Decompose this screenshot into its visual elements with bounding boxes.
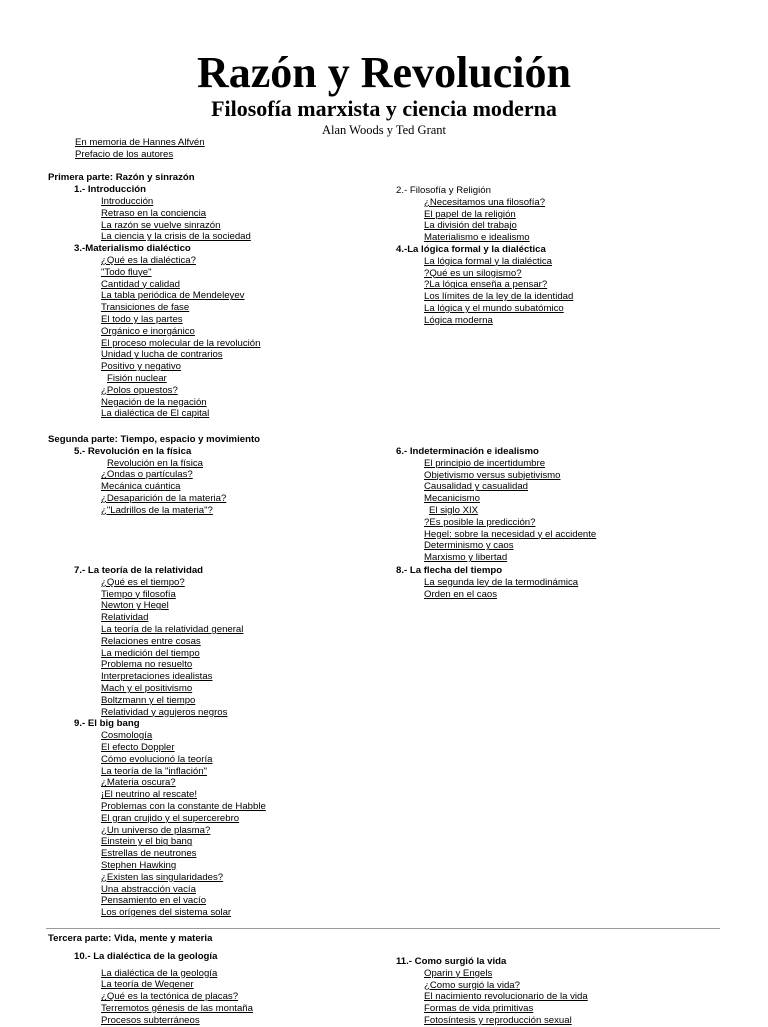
toc-link[interactable]: Procesos subterráneos [101, 1014, 200, 1026]
toc-link[interactable]: El gran crujido y el supercerebro [101, 812, 240, 824]
chapter-heading: 6.- Indeterminación e idealismo [396, 446, 539, 457]
toc-link[interactable]: La dialéctica de la geología [101, 967, 218, 979]
toc-link[interactable]: ¿Polos opuestos? [101, 384, 178, 396]
toc-link[interactable]: Boltzmann y el tiempo [101, 694, 196, 706]
toc-link[interactable]: Tiempo y filosofía [101, 588, 176, 600]
toc-link[interactable]: ¿Qué es el tiempo? [101, 576, 185, 588]
chapter-heading: 5.- Revolución en la física [74, 445, 192, 457]
toc-link[interactable]: Materialismo e idealismo [424, 232, 530, 244]
toc-link[interactable]: Cómo evolucionó la teoría [101, 753, 213, 765]
toc-link[interactable]: ¿Materia oscura? [101, 777, 176, 789]
toc-link[interactable]: Retraso en la conciencia [101, 207, 207, 219]
toc-link[interactable]: ¿Ondas o partículas? [101, 469, 193, 481]
toc-link[interactable]: ¿Necesitamos una filosofía? [424, 196, 546, 208]
toc-link[interactable]: Marxismo y libertad [424, 552, 508, 564]
toc-link[interactable]: Determinismo y caos [424, 540, 514, 552]
chapter-heading: 11.- Como surgió la vida [396, 956, 507, 967]
toc-link[interactable]: Newton y Hegel [101, 600, 169, 612]
part-heading: Tercera parte: Vida, mente y materia [48, 933, 213, 944]
toc-link[interactable]: La ciencia y la crisis de la sociedad [101, 231, 251, 243]
toc-right-column [396, 185, 573, 327]
toc-link[interactable]: El efecto Doppler [101, 741, 175, 753]
chapter-heading: 7.- La teoría de la relatividad [74, 565, 204, 576]
toc-link[interactable]: Mach y el positivismo [101, 682, 193, 694]
toc-link[interactable]: La dialéctica de El capital [101, 408, 210, 420]
toc-right-column-ch8 [396, 565, 578, 600]
toc-link[interactable]: Relatividad y agujeros negros [101, 706, 228, 718]
toc-link[interactable]: La división del trabajo [424, 220, 517, 232]
document-authors: Alan Woods y Ted Grant [321, 123, 447, 137]
toc-link[interactable]: La teoría de Wegener [101, 979, 194, 991]
toc-link[interactable]: ?Qué es un silogismo? [424, 267, 522, 279]
toc-link[interactable]: Los límites de la ley de la identidad [424, 291, 574, 303]
chapter-heading: 4.-La lógica formal y la dialéctica [396, 243, 546, 255]
toc-link[interactable]: Orgánico e inorgánico [101, 325, 195, 337]
toc-link[interactable]: Positivo y negativo [101, 361, 181, 373]
toc-link[interactable]: Lógica moderna [424, 314, 493, 326]
toc-link[interactable]: ?Es posible la predicción? [424, 516, 536, 528]
toc-link[interactable]: Unidad y lucha de contrarios [101, 349, 223, 361]
toc-link[interactable]: El papel de la religión [424, 208, 516, 220]
toc-link[interactable]: Interpretaciones idealistas [101, 671, 213, 683]
toc-link[interactable]: El principio de incertidumbre [424, 457, 546, 469]
toc-link[interactable]: Fisión nuclear [107, 372, 167, 384]
toc-link[interactable]: La teoría de la relatividad general [101, 623, 244, 635]
toc-link[interactable]: Revolución en la física [107, 457, 203, 469]
toc-link[interactable]: Causalidad y casualidad [424, 481, 528, 493]
chapter-heading: 1.- Introducción [74, 184, 146, 196]
toc-link[interactable]: Cantidad y calidad [101, 278, 180, 290]
toc-left-column-ch7 [46, 565, 266, 919]
toc-left-column-part3 [46, 933, 253, 1027]
toc-left-column-part2 [46, 434, 260, 517]
toc-link[interactable]: ¿Un universo de plasma? [101, 824, 211, 836]
toc-link[interactable]: ¿Como surgió la vida? [424, 979, 520, 991]
toc-link[interactable]: Una abstracción vacía [101, 883, 196, 895]
toc-link[interactable]: El siglo XIX [429, 504, 479, 516]
toc-right-column-ch11 [396, 956, 588, 1027]
toc-link[interactable]: La razón se vuelve sinrazón [101, 219, 221, 231]
toc-link[interactable]: ¿Qué es la tectónica de placas? [101, 991, 239, 1003]
chapter-heading: 9.- El big bang [74, 718, 140, 730]
toc-link[interactable]: Negación de la negación [101, 396, 207, 408]
toc-link[interactable]: Fotosíntesis y reproducción sexual [424, 1014, 572, 1026]
toc-link[interactable]: La segunda ley de la termodinámica [424, 576, 579, 588]
toc-link-prefacio[interactable]: Prefacio de los autores [75, 148, 174, 160]
part-heading: Segunda parte: Tiempo, espacio y movimiento [48, 434, 260, 445]
toc-link[interactable]: El nacimiento revolucionario de la vida [424, 991, 588, 1003]
toc-link[interactable]: ¡El neutrino al rescate! [101, 789, 197, 801]
part-heading: Primera parte: Razón y sinrazón [48, 172, 195, 184]
toc-link[interactable]: Introducción [101, 195, 154, 207]
toc-link[interactable]: Oparin y Engels [424, 967, 493, 979]
toc-link[interactable]: Los orígenes del sistema solar [101, 907, 232, 919]
toc-link[interactable]: ?La lógica enseña a pensar? [424, 279, 548, 291]
section-divider [46, 928, 720, 929]
toc-link[interactable]: Mecanicismo [424, 493, 480, 505]
toc-link[interactable]: Objetivismo versus subjetivismo [424, 469, 561, 481]
toc-link[interactable]: ¿Existen las singularidades? [101, 871, 224, 883]
toc-link[interactable]: Stephen Hawking [101, 859, 177, 871]
toc-link[interactable]: ¿Desaparición de la materia? [101, 492, 227, 504]
toc-link[interactable]: Relatividad [101, 612, 149, 624]
toc-link[interactable]: Transiciones de fase [101, 302, 190, 314]
toc-link[interactable]: Einstein y el big bang [101, 836, 193, 848]
toc-link[interactable]: Orden en el caos [424, 588, 498, 600]
toc-link[interactable]: La lógica y el mundo subatómico [424, 302, 564, 314]
toc-right-column-ch6 [396, 446, 596, 564]
chapter-heading: 3.-Materialismo dialéctico [74, 243, 191, 255]
toc-link[interactable]: Formas de vida primitivas [424, 1003, 534, 1015]
toc-link[interactable]: Problema no resuelto [101, 659, 193, 671]
toc-link[interactable]: La medición del tiempo [101, 647, 200, 659]
toc-link[interactable]: Estrellas de neutrones [101, 848, 197, 860]
toc-link[interactable]: ¿Qué es la dialéctica? [101, 254, 196, 266]
toc-link[interactable]: Problemas con la constante de Habble [101, 800, 266, 812]
toc-link[interactable]: Terremotos génesis de las montaña [101, 1002, 253, 1014]
toc-link[interactable]: Relaciones entre cosas [101, 635, 201, 647]
toc-link[interactable]: El proceso molecular de la revolución [101, 337, 261, 349]
toc-link[interactable]: Hegel: sobre la necesidad y el accidente [424, 528, 597, 540]
toc-left-column [46, 137, 260, 420]
toc-link[interactable]: El todo y las partes [101, 313, 183, 325]
chapter-heading: 2.- Filosofía y Religión [396, 185, 491, 196]
chapter-heading: 8.- La flecha del tiempo [396, 565, 503, 576]
toc-link[interactable]: "Todo fluye" [101, 266, 152, 278]
toc-link[interactable]: La tabla periódica de Mendeleyev [101, 290, 245, 302]
toc-link[interactable]: La lógica formal y la dialéctica [424, 255, 552, 267]
toc-link[interactable]: Pensamiento en el vacío [101, 895, 207, 907]
chapter-heading: 10.- La dialéctica de la geología [74, 950, 218, 962]
document-subtitle: Filosofía marxista y ciencia moderna [211, 96, 557, 121]
toc-link-memoria[interactable]: En memoria de Hannes Alfvén [75, 137, 205, 148]
toc-link[interactable]: La teoría de la "inflación" [101, 765, 208, 777]
toc-link[interactable]: Cosmología [101, 730, 153, 742]
toc-link[interactable]: ¿"Ladrillos de la materia"? [101, 504, 213, 516]
toc-link[interactable]: Mecánica cuántica [101, 481, 181, 493]
document-title: Razón y Revolución [197, 48, 571, 97]
